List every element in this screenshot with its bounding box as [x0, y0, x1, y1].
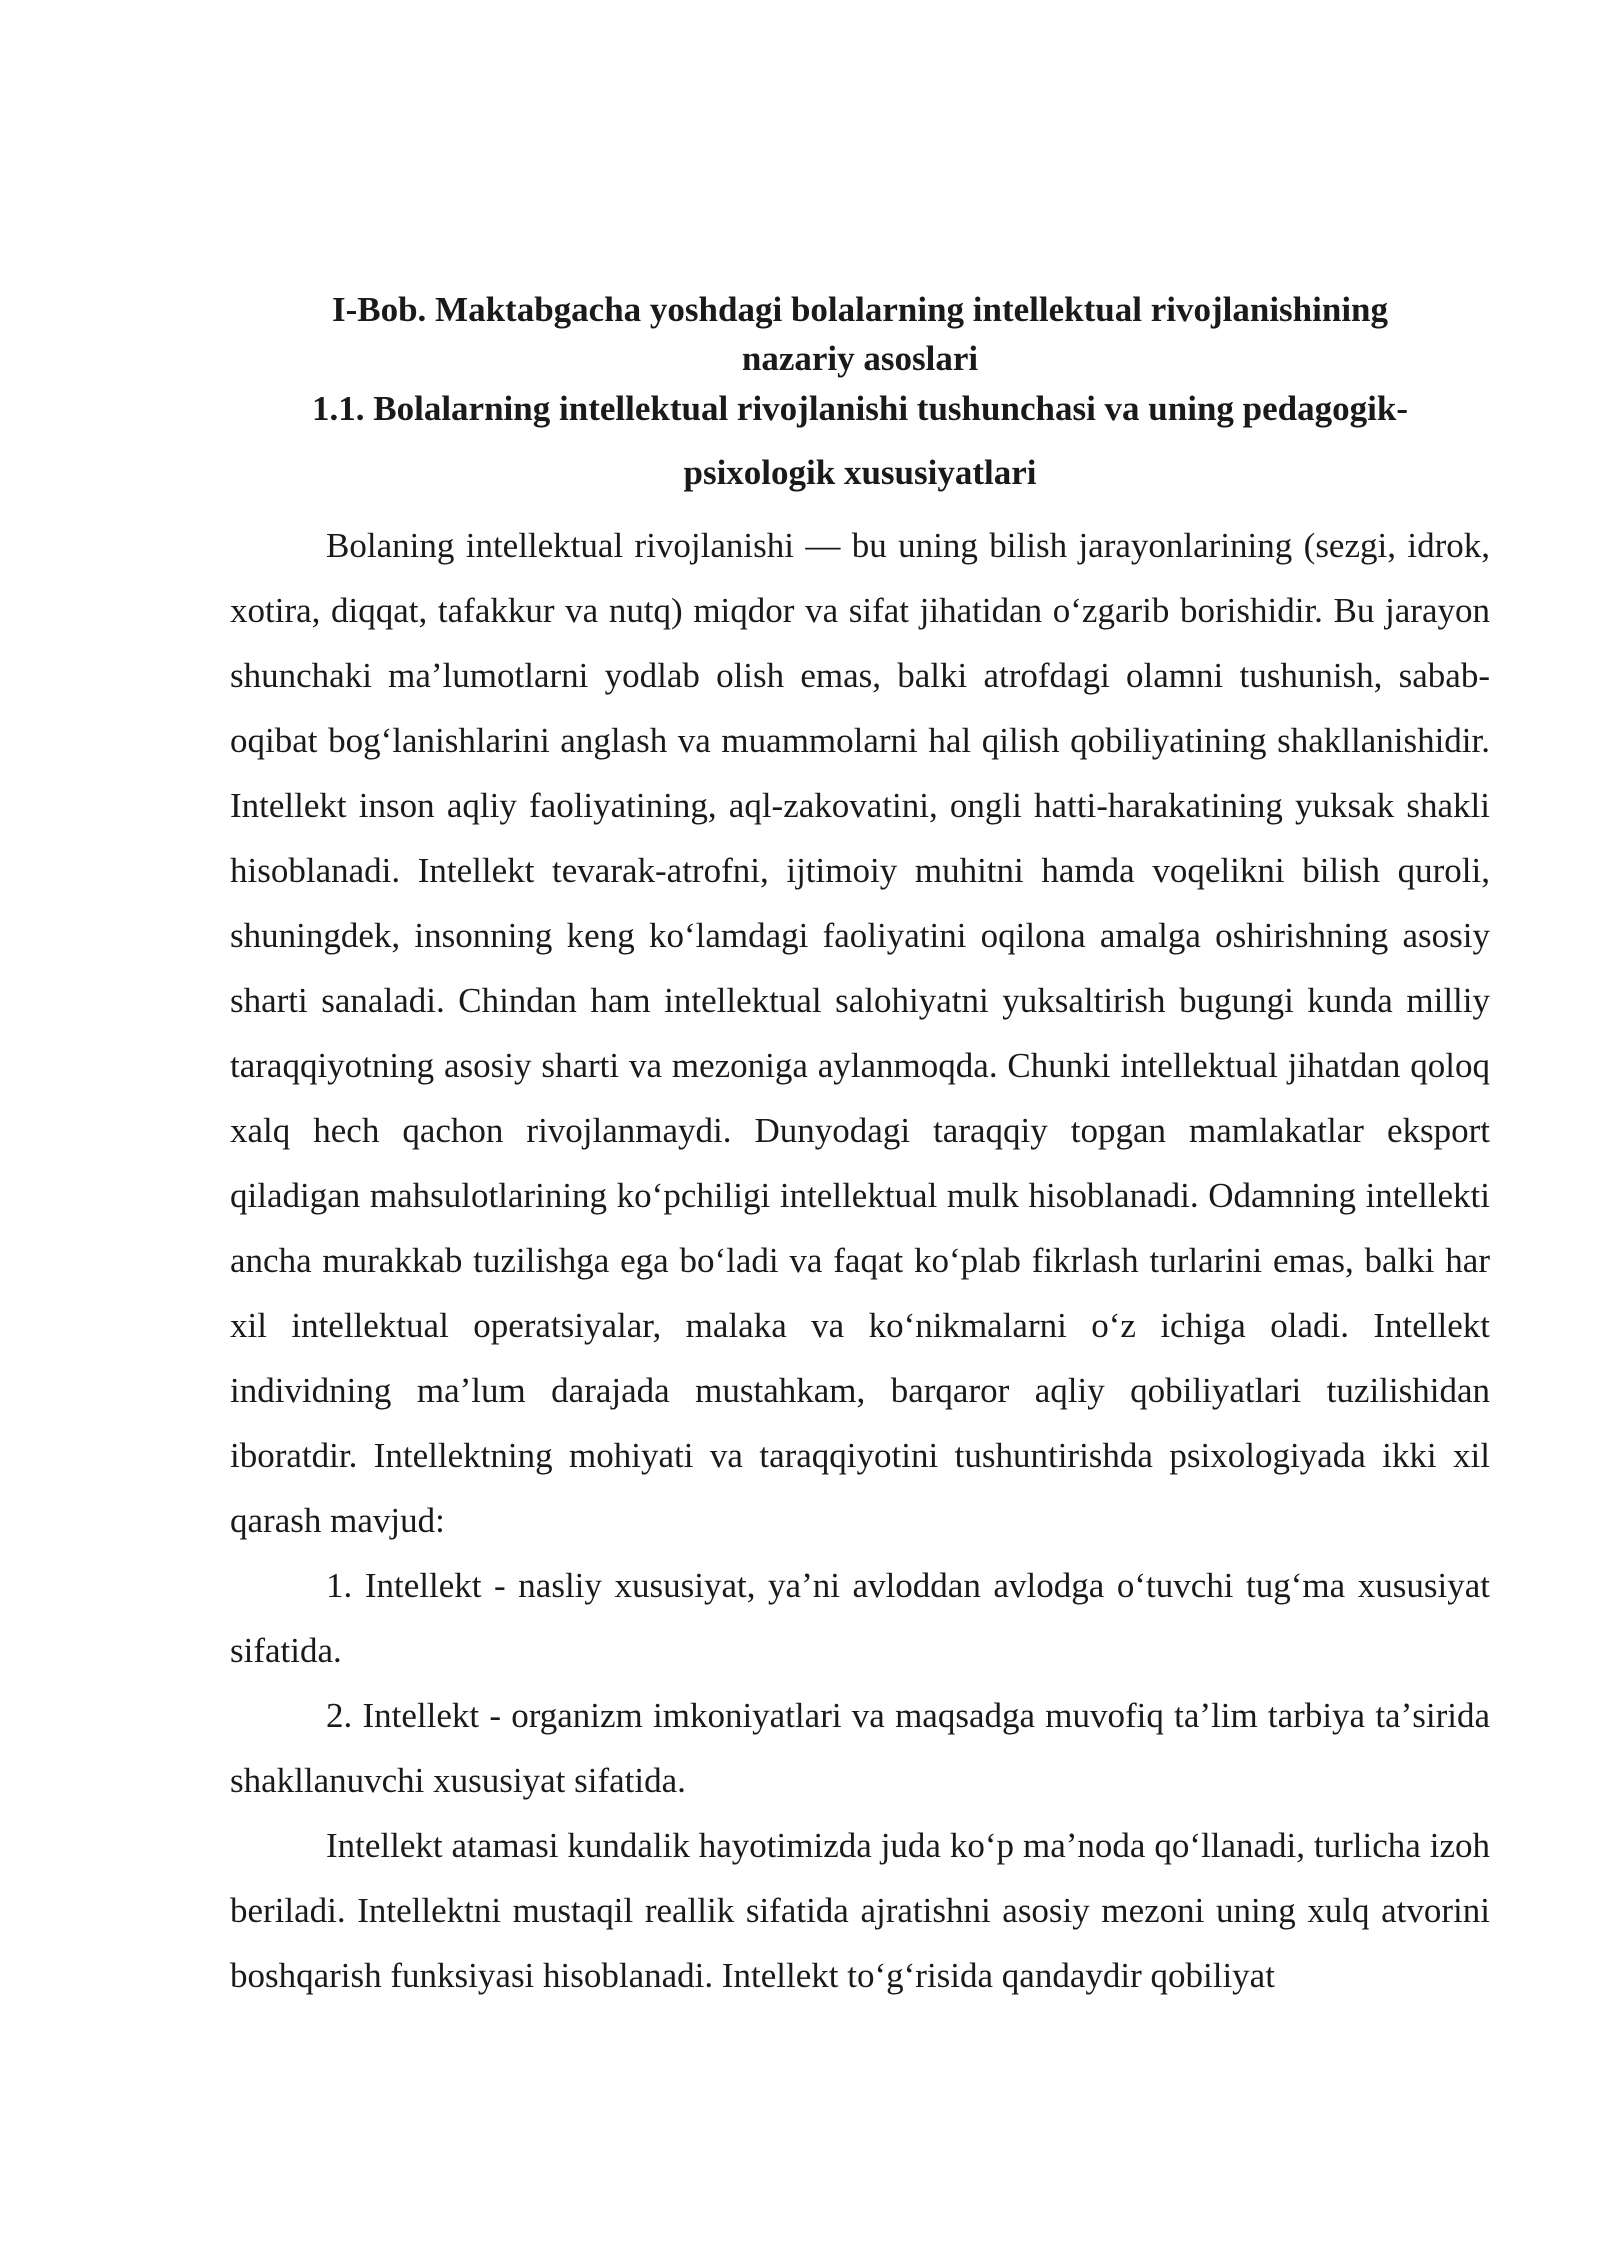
paragraph-list-item-2: 2. Intellekt - organizm imkoniyatlari va maqsadga muvofiq taʼlim tarbiya taʼsirida shakllanuvchi xususiyat sifatida. [230, 1696, 1490, 1800]
document-page [230, 285, 1490, 2008]
section-title-line-2: psixologik xususiyatlari [683, 453, 1037, 492]
section-title [230, 384, 1490, 513]
paragraph-intro: Bolaning intellektual rivojlanishi — bu uning bilish jarayonlarining (sezgi, idrok, xotira, diqqat, tafakkur va nutq) miqdor va sifat jihatidan oʻzgarib borishidir. Bu jarayon shunchaki maʼlumotlarni yodlab olish emas, balki atrofdagi olamni tushunish, sabab-oqibat bogʻlanishlarini anglash va muammolarni hal qilish qobiliyatining shakllanishidir. Intellekt inson aqliy faoliyatining, aql-zakovatini, ongli hatti-harakatining yuksak shakli hisoblanadi. Intellekt tevarak-atrofni, ijtimoiy muhitni hamda voqelikni bilish quroli, shuningdek, insonning keng koʻlamdagi faoliyatini oqilona amalga oshirishning asosiy sharti sanaladi. Chindan ham intellektual salohiyatni yuksaltirish bugungi kunda milliy taraqqiyotning asosiy sharti va mezoniga aylanmoqda. Chunki intellektual jihatdan qoloq xalq hech qachon rivojlanmaydi. Dunyodagi taraqqiy topgan mamlakatlar eksport qiladigan mahsulotlarining koʻpchiligi intellektual mulk hisoblanadi. Odamning intellekti ancha murakkab tuzilishga ega boʻladi va faqat koʻplab fikrlash turlarini emas, balki har xil intellektual operatsiyalar, malaka va koʻnikmalarni oʻz ichiga oladi. Intellekt individning maʼlum darajada mustahkam, barqaror aqliy qobiliyatlari tuzilishidan iboratdir. Intellektning mohiyati va taraqqiyotini tushuntirishda psixologiyada ikki xil qarash mavjud: [230, 526, 1490, 1540]
section-title-line-1: 1.1. Bolalarning intellektual rivojlanishi tushunchasi va uning pedagogik- [312, 389, 1408, 428]
paragraph-list-item-1: 1. Intellekt - nasliy xususiyat, yaʼni avloddan avlodga oʻtuvchi tugʻma xususiyat sifatida. [230, 1566, 1490, 1670]
chapter-title [230, 285, 1490, 383]
chapter-title-line-1: I-Bob. Maktabgacha yoshdagi bolalarning intellektual rivojlanishining [331, 290, 1389, 329]
paragraph-intellect-term: Intellekt atamasi kundalik hayotimizda juda koʻp maʼnoda qoʻllanadi, turlicha izoh beriladi. Intellektni mustaqil reallik sifatida ajratishni asosiy mezoni uning xulq atvorini boshqarish funksiyasi hisoblanadi. Intellekt toʻgʻrisida qandaydir qobiliyat [230, 1826, 1490, 1995]
chapter-title-line-2: nazariy asoslari [741, 339, 979, 378]
